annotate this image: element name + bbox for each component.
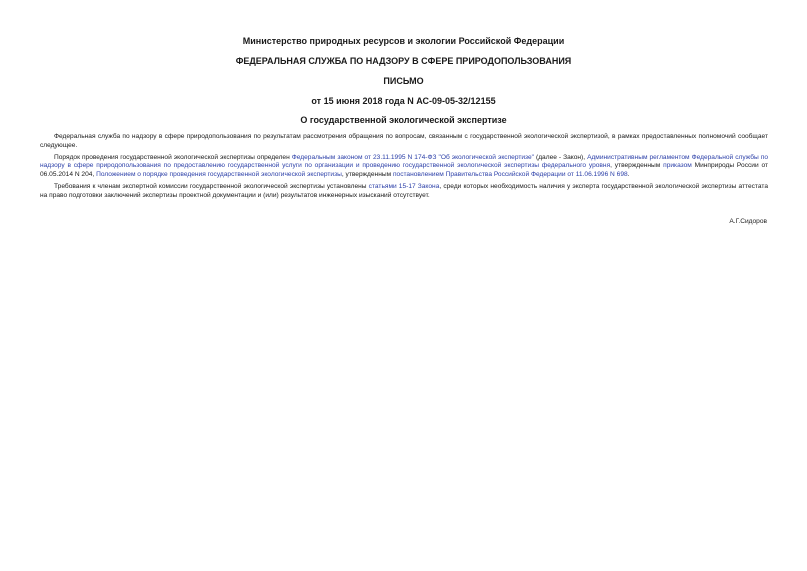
paragraph-2-text-1: Порядок проведения государственной экологической экспертизы определен: [54, 153, 292, 161]
paragraph-3-text-1: Требования к членам экспертной комиссии государственной экологической экспертизы установлены: [54, 182, 369, 190]
ministry-title: Министерство природных ресурсов и экологии Российской Федерации: [242, 36, 565, 46]
document-type: ПИСЬМО: [383, 76, 424, 86]
paragraph-2-text-6: .: [627, 171, 630, 179]
paragraph-2: [40, 154, 768, 180]
document-body: [40, 133, 768, 204]
paragraph-3: [40, 183, 768, 201]
document-date-number: от 15 июня 2018 года N АС-09-05-32/12155: [311, 96, 496, 106]
link-government-resolution-698[interactable]: постановлением Правительства Российской Федерации от 11.06.1996 N 698: [392, 171, 628, 179]
paragraph-2-text-2: (далее - Закон),: [534, 153, 588, 161]
signature: А.Г.Сидоров: [729, 218, 767, 225]
paragraph-1: Федеральная служба по надзору в сфере природопользования по результатам рассмотрения обращения по вопросам, связанным с государственной экологической экспертизой, в рамках предоставленных полномочий сообщает следующее.: [40, 133, 768, 149]
paragraph-2-text-5: , утвержденным: [341, 171, 393, 179]
paragraph-2-text-4: Минприроды России от 06.05.2014 N 204,: [40, 162, 768, 179]
link-order[interactable]: приказом: [663, 162, 692, 170]
paragraph-3-text-2: , среди которых необходимость наличия у эксперта государственной экологической экспертизы аттестата на право подготовки заключений экспертизы проектной документации и (или) результатов инженерных изысканий отсутствует.: [40, 182, 768, 199]
service-title: ФЕДЕРАЛЬНАЯ СЛУЖБА ПО НАДЗОРУ В СФЕРЕ ПРИРОДОПОЛЬЗОВАНИЯ: [235, 56, 572, 66]
link-federal-law-174[interactable]: Федеральным законом от 23.11.1995 N 174-ФЗ "Об экологической экспертизе": [291, 153, 535, 161]
paragraph-2-text-3: , утвержденным: [610, 162, 664, 170]
link-administrative-regulation[interactable]: Административным регламентом Федеральной службы по надзору в сфере природопользования по предоставлению государственной услуги по организации и проведению государственной экологической экспертизы федерального уровня: [40, 153, 768, 170]
link-articles-15-17[interactable]: статьями 15-17 Закона: [368, 182, 440, 190]
document-subject: О государственной экологической экспертизе: [300, 115, 507, 125]
link-regulation-procedure[interactable]: Положением о порядке проведения государственной экологической экспертизы: [96, 171, 342, 179]
